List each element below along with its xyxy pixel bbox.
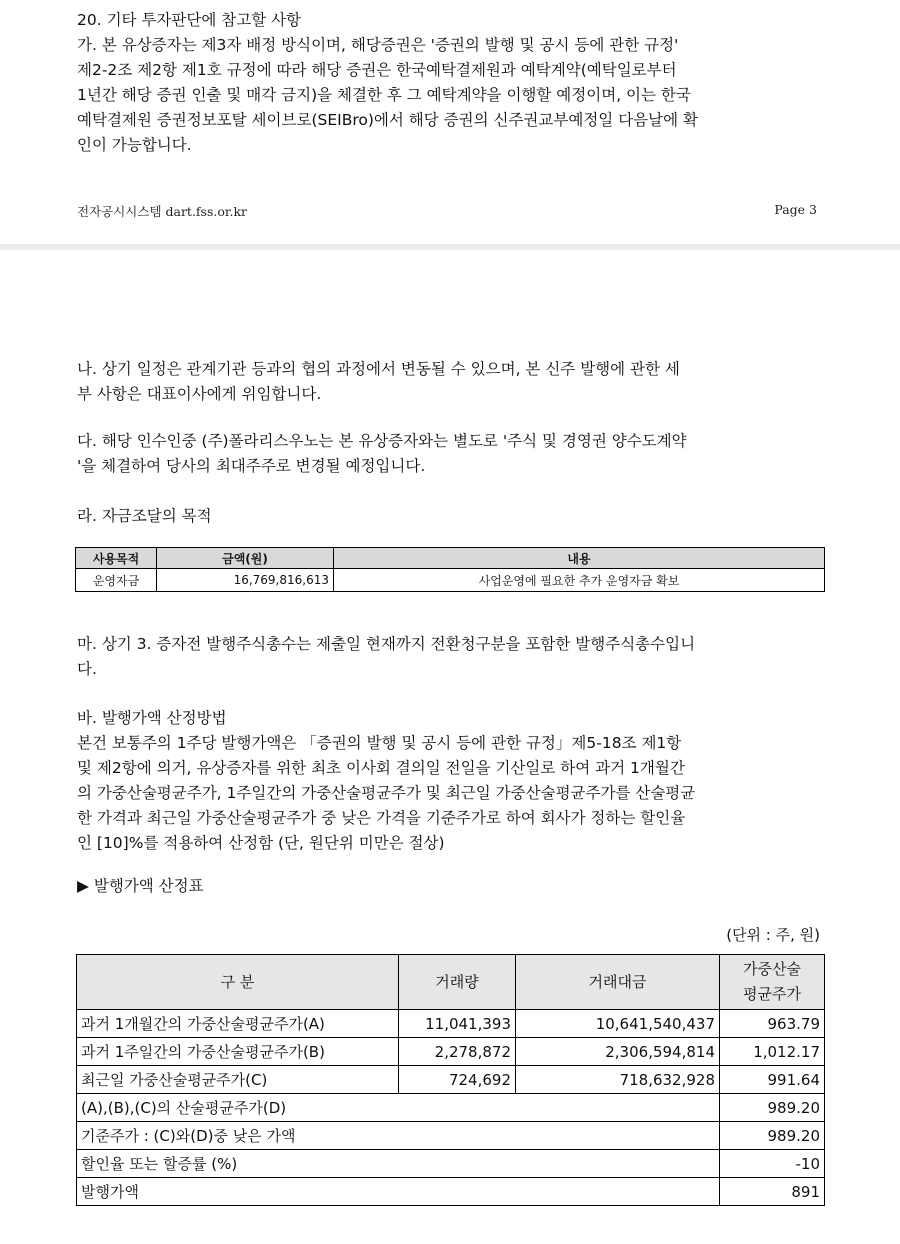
value-cell: 989.20 xyxy=(720,1122,825,1150)
text-line: 제2-2조 제2항 제1호 규정에 따라 해당 증권은 한국예탁결제원과 예탁계약(예탁일로부터 xyxy=(77,61,677,79)
text-line: 인이 가능합니다. xyxy=(77,136,192,154)
row-label: 최근일 가중산술평균주가(C) xyxy=(77,1066,399,1094)
text-line: 및 제2항에 의거, 유상증자를 위한 최초 이사회 결의일 전일을 기산일로 하여 과거 1개월간 xyxy=(77,759,685,777)
amount-cell: 10,641,540,437 xyxy=(516,1010,720,1038)
table-row xyxy=(76,569,825,592)
text-line: 부 사항은 대표이사에게 위임합니다. xyxy=(77,385,322,403)
text-line: 바. 발행가액 산정방법 xyxy=(77,709,227,727)
price-table-title xyxy=(77,874,827,899)
table-cell: 사업운영에 필요한 추가 운영자금 확보 xyxy=(334,569,825,592)
text-line: 다. 해당 인수인중 (주)폴라리스우노는 본 유상증자와는 별도로 '주식 및 경영권 양수도계약 xyxy=(77,432,687,450)
item-na-paragraph xyxy=(77,357,827,407)
column-header: 거래량 xyxy=(399,955,516,1010)
row-label: 발행가액 xyxy=(77,1178,720,1206)
text-line: 가. 본 유상증자는 제3자 배정 방식이며, 해당증권은 '증권의 발행 및 공시 등에 관한 규정' xyxy=(77,36,679,54)
issue-price-table xyxy=(76,954,825,1206)
table-header-row xyxy=(77,955,825,1010)
footer-page-number: Page 3 xyxy=(774,202,817,217)
item-da-paragraph xyxy=(77,429,827,479)
column-header: 거래대금 xyxy=(516,955,720,1010)
text-line: 20. 기타 투자판단에 참고할 사항 xyxy=(77,11,302,29)
text-line: 다. xyxy=(77,660,97,678)
value-cell: 989.20 xyxy=(720,1094,825,1122)
column-header: 내용 xyxy=(334,548,825,569)
text-line: 마. 상기 3. 증자전 발행주식총수는 제출일 현재까지 전환청구분을 포함한 발행주식총수입니 xyxy=(77,635,696,653)
volume-cell: 11,041,393 xyxy=(399,1010,516,1038)
text-line: 나. 상기 일정은 관계기관 등과의 협의 과정에서 변동될 수 있으며, 본 신주 발행에 관한 세 xyxy=(77,360,680,378)
summary-row xyxy=(77,1122,825,1150)
column-header: 금액(원) xyxy=(157,548,334,569)
footer-source: 전자공시시스템 dart.fss.or.kr xyxy=(77,204,248,219)
table-row xyxy=(77,1010,825,1038)
summary-row xyxy=(77,1094,825,1122)
summary-row xyxy=(77,1178,825,1206)
table-cell: 16,769,816,613 xyxy=(157,569,334,592)
header-line: 가중산술 xyxy=(743,960,801,978)
text-line: '을 체결하여 당사의 최대주주로 변경될 예정입니다. xyxy=(77,457,426,475)
price-cell: 991.64 xyxy=(720,1066,825,1094)
item-ra-title xyxy=(77,504,827,529)
text-line: 예탁결제원 증권정보포탈 세이브로(SEIBro)에서 해당 증권의 신주권교부예정일 다음날에 확 xyxy=(77,111,698,129)
page-3 xyxy=(0,0,900,244)
price-cell: 963.79 xyxy=(720,1010,825,1038)
summary-row xyxy=(77,1150,825,1178)
row-label: (A),(B),(C)의 산술평균주가(D) xyxy=(77,1094,720,1122)
row-label: 과거 1주일간의 가중산술평균주가(B) xyxy=(77,1038,399,1066)
row-label: 할인율 또는 할증률 (%) xyxy=(77,1150,720,1178)
section-heading: 라. 자금조달의 목적 xyxy=(77,507,212,525)
item-20-paragraph xyxy=(77,8,827,158)
volume-cell: 2,278,872 xyxy=(399,1038,516,1066)
amount-cell: 718,632,928 xyxy=(516,1066,720,1094)
table-header-row xyxy=(76,548,825,569)
value-cell: -10 xyxy=(720,1150,825,1178)
text-line: 한 가격과 최근일 가중산술평균주가 중 낮은 가격을 기준주가로 하여 회사가 정하는 할인율 xyxy=(77,809,686,827)
row-label: 기준주가 : (C)와(D)중 낮은 가액 xyxy=(77,1122,720,1150)
column-header-wavg xyxy=(720,955,825,1010)
row-label: 과거 1개월간의 가중산술평균주가(A) xyxy=(77,1010,399,1038)
text-line: 의 가중산술평균주가, 1주일간의 가중산술평균주가 및 최근일 가중산술평균주가를 산술평균 xyxy=(77,784,696,802)
table-row xyxy=(77,1038,825,1066)
funding-purpose-table xyxy=(75,547,825,592)
header-line: 평균주가 xyxy=(743,985,801,1003)
item-ma-paragraph xyxy=(77,632,827,682)
section-heading: ▶ 발행가액 산정표 xyxy=(77,877,204,895)
table-row xyxy=(77,1066,825,1094)
item-ba-paragraph xyxy=(77,706,827,856)
text-line: 1년간 해당 증권 인출 및 매각 금지)을 체결한 후 그 예탁계약을 이행할 예정이며, 이는 한국 xyxy=(77,86,691,104)
value-cell: 891 xyxy=(720,1178,825,1206)
text-line: 인 [10]%를 적용하여 산정함 (단, 원단위 미만은 절상) xyxy=(77,834,445,852)
price-cell: 1,012.17 xyxy=(720,1038,825,1066)
column-header: 사용목적 xyxy=(76,548,157,569)
unit-label: (단위 : 주, 원) xyxy=(726,926,820,944)
volume-cell: 724,692 xyxy=(399,1066,516,1094)
page-footer xyxy=(77,202,817,220)
column-header: 구 분 xyxy=(77,955,399,1010)
amount-cell: 2,306,594,814 xyxy=(516,1038,720,1066)
text-line: 본건 보통주의 1주당 발행가액은 「증권의 발행 및 공시 등에 관한 규정」제5-18조 제1항 xyxy=(77,734,682,752)
table-cell: 운영자금 xyxy=(76,569,157,592)
